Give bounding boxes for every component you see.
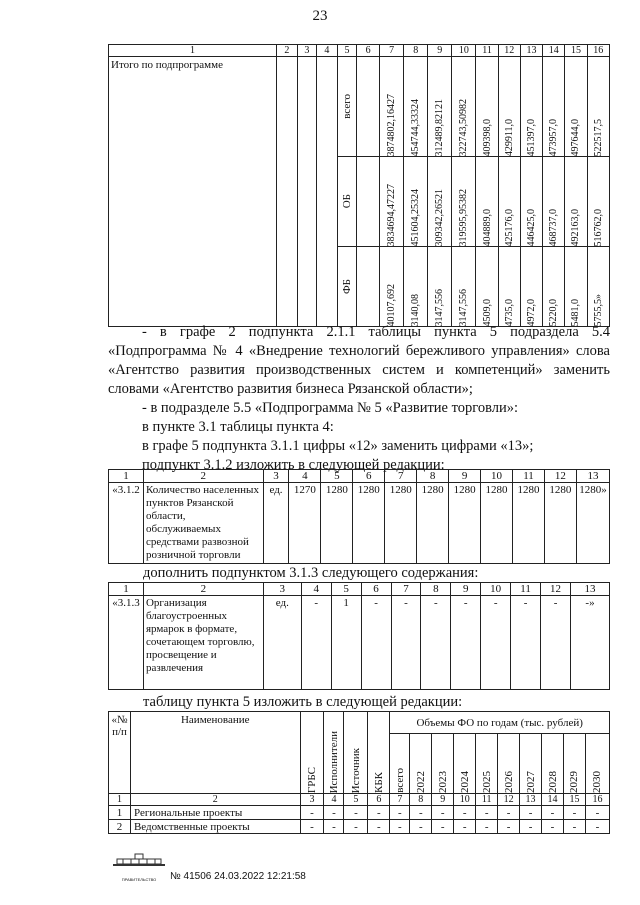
col-header-7: 7: [391, 583, 421, 596]
value-cell: [498, 57, 520, 157]
value-cell: [428, 247, 452, 327]
item-description: Количество населенных пунктов Рязанской области, обслуживаемых средствами развозной розничной торговли: [143, 483, 263, 564]
value-cell: [452, 247, 476, 327]
col-number-3: 3: [300, 794, 324, 806]
row-number: 1: [109, 806, 131, 820]
value-text: 3147,556: [434, 288, 446, 326]
item-cell: 1280: [481, 483, 513, 564]
table-row: [109, 820, 610, 834]
col-number-6: 6: [368, 794, 390, 806]
subrow-label: всего: [341, 94, 354, 119]
value-cell: [428, 57, 452, 157]
value-cell: [543, 57, 565, 157]
col-header-12: 12: [541, 583, 571, 596]
year-text: 2028: [546, 771, 559, 793]
value-text: 3140,08: [410, 293, 422, 326]
value-cell: [452, 57, 476, 157]
value-cell: [498, 247, 520, 327]
value-text: 309342,26521: [434, 188, 446, 246]
government-logo: [111, 852, 167, 882]
dash-cell: -: [520, 806, 542, 820]
value-text: 451604,25324: [410, 188, 422, 246]
value-text: 492163,0: [570, 208, 582, 246]
value-text: 425176,0: [503, 208, 515, 246]
col-header-10: 10: [481, 470, 513, 483]
col-header-3: 3: [263, 583, 301, 596]
year-header: [520, 734, 542, 794]
dash-cell: -: [390, 806, 410, 820]
header-row: [109, 470, 610, 483]
row-name: Ведомственные проекты: [130, 820, 300, 834]
dash-cell: -: [344, 820, 368, 834]
dash-cell: -: [542, 806, 564, 820]
dash-cell: -: [368, 806, 390, 820]
logo-caption: ПРАВИТЕЛЬСТВО: [121, 877, 157, 882]
dash-cell: -: [454, 806, 476, 820]
col-header-7: 7: [385, 470, 417, 483]
value-cell: [543, 247, 565, 327]
value-text: 454744,33324: [410, 98, 422, 156]
year-header: [563, 734, 585, 794]
col-header-13: 13: [576, 470, 609, 483]
value-text: 5220,0: [548, 298, 560, 326]
dash-cell: -: [410, 820, 432, 834]
dash-cell: -: [432, 820, 454, 834]
item-cell: -: [421, 596, 451, 690]
amendment-paragraph-cont2: «Агентство развития производственных систем и компетенций» заменить: [108, 362, 610, 378]
value-cell: [404, 57, 428, 157]
year-text: 2030: [591, 771, 604, 793]
value-text: 5755,5»: [592, 293, 604, 326]
header-volume-group: Объемы ФО по годам (тыс. рублей): [390, 712, 610, 734]
subsection-paragraph: - в подразделе 5.5 «Подпрограмма № 5 «Развитие торговли»:: [142, 400, 519, 416]
header-row: [109, 583, 610, 596]
value-text: 4735,0: [503, 298, 515, 326]
value-cell: [476, 157, 498, 247]
value-cell: [476, 247, 498, 327]
subclause-paragraph: подпункт 3.1.2 изложить в следующей редакции:: [142, 457, 445, 473]
value-cell: [380, 157, 404, 247]
col-header-1: 1: [109, 583, 144, 596]
value-text: 40107,692: [386, 283, 398, 326]
year-text: 2027: [524, 771, 537, 793]
empty-cell: [316, 57, 337, 327]
building-icon: [111, 852, 167, 872]
subrow-label-cell: [337, 57, 357, 157]
col-number-7: 7: [390, 794, 410, 806]
col-header-6: 6: [353, 470, 385, 483]
year-header: [585, 734, 609, 794]
header-name: Наименование: [130, 712, 300, 794]
col-header-10: 10: [452, 45, 476, 57]
subrow-label: ФБ: [341, 278, 354, 294]
value-text: 497644,0: [570, 118, 582, 156]
year-text: 2026: [502, 771, 515, 793]
dash-cell: -: [454, 820, 476, 834]
subprogram-total-table: [108, 44, 610, 327]
year-header: [432, 734, 454, 794]
item-cell: -»: [570, 596, 609, 690]
dash-cell: -: [390, 820, 410, 834]
value-text: 522517,5: [592, 118, 604, 156]
dash-cell: -: [585, 806, 609, 820]
col-number-5: 5: [344, 794, 368, 806]
table-row: [109, 806, 610, 820]
dash-cell: -: [300, 806, 324, 820]
empty-cell: [357, 247, 380, 327]
item-cell: ед.: [263, 596, 301, 690]
col-header-2: 2: [143, 470, 263, 483]
item-cell: «3.1.2: [109, 483, 144, 564]
col-header-7: 7: [380, 45, 404, 57]
clause-paragraph: в пункте 3.1 таблицы пункта 4:: [142, 419, 334, 435]
item-cell: -: [511, 596, 541, 690]
table5-intro-text: таблицу пункта 5 изложить в следующей редакции:: [143, 694, 463, 710]
dash-cell: -: [344, 806, 368, 820]
year-header: [454, 734, 476, 794]
col-number-9: 9: [432, 794, 454, 806]
item-cell: 1270: [289, 483, 321, 564]
value-cell: [428, 157, 452, 247]
amendment-text-block: [108, 323, 610, 475]
amendment-paragraph: - в графе 2 подпункта 2.1.1 таблицы пункта 5 подраздела 5.4: [142, 324, 610, 340]
item-cell: 1280: [544, 483, 576, 564]
year-header: [410, 734, 432, 794]
col-number-13: 13: [520, 794, 542, 806]
year-text: 2025: [480, 771, 493, 793]
value-text: 322743,50982: [458, 98, 470, 156]
col-header-6: 6: [361, 583, 391, 596]
year-text: 2022: [414, 771, 427, 793]
dash-cell: -: [542, 820, 564, 834]
col-header-13: 13: [570, 583, 609, 596]
col-header-3: 3: [263, 470, 289, 483]
item-cell: 1280»: [576, 483, 609, 564]
col-header-13: 13: [520, 45, 542, 57]
col-header-8: 8: [417, 470, 449, 483]
item-cell: 1280: [385, 483, 417, 564]
value-cell: [587, 247, 609, 327]
value-cell: [565, 57, 587, 157]
amendment-paragraph-cont: «Подпрограмма № 4 «Внедрение технологий бережливого управления» слова: [108, 343, 610, 359]
subrow-label: ОБ: [341, 194, 354, 209]
col-number-8: 8: [410, 794, 432, 806]
row-name: Региональные проекты: [130, 806, 300, 820]
value-text: 5481,0: [570, 298, 582, 326]
col-header-1: 1: [109, 470, 144, 483]
dash-cell: -: [498, 806, 520, 820]
col-header-9: 9: [428, 45, 452, 57]
col-header-1: 1: [109, 45, 277, 57]
value-cell: [565, 157, 587, 247]
table-row: [109, 483, 610, 564]
value-cell: [520, 157, 542, 247]
col-header-8: 8: [421, 583, 451, 596]
dash-cell: -: [520, 820, 542, 834]
item-cell: 1280: [321, 483, 353, 564]
page-number: 23: [312, 8, 328, 24]
value-text: 446425,0: [526, 208, 537, 246]
col-header-16: 16: [587, 45, 609, 57]
item-cell: -: [391, 596, 421, 690]
dash-cell: -: [300, 820, 324, 834]
col-header-11: 11: [513, 470, 545, 483]
value-cell: [520, 247, 542, 327]
header-source: Источник: [344, 712, 368, 794]
dash-cell: -: [563, 806, 585, 820]
empty-cell: [276, 57, 297, 327]
year-header: [390, 734, 410, 794]
item-cell: -: [481, 596, 511, 690]
value-cell: [476, 57, 498, 157]
item-cell: -: [451, 596, 481, 690]
year-text: 2023: [436, 771, 449, 793]
value-text: 3834694,47227: [386, 183, 398, 246]
item-cell: «3.1.3: [109, 596, 144, 690]
col-header-6: 6: [357, 45, 380, 57]
col-header-4: 4: [301, 583, 331, 596]
empty-cell: [297, 57, 316, 327]
value-text: 473957,0: [548, 118, 560, 156]
col-header-8: 8: [404, 45, 428, 57]
value-cell: [587, 57, 609, 157]
year-header: [476, 734, 498, 794]
col-header-4: 4: [316, 45, 337, 57]
year-header: [498, 734, 520, 794]
document-stamp: № 41506 24.03.2022 12:21:58: [170, 871, 306, 882]
col-header-2: 2: [276, 45, 297, 57]
subrow-label-cell: [337, 157, 357, 247]
item-cell: 1: [331, 596, 361, 690]
year-text: всего: [393, 768, 406, 793]
value-cell: [404, 247, 428, 327]
col-number-1: 1: [109, 794, 131, 806]
col-header-5: 5: [321, 470, 353, 483]
col-number-15: 15: [563, 794, 585, 806]
value-text: 404889,0: [481, 208, 493, 246]
year-text: 2024: [458, 771, 471, 793]
add-subclause-text: дополнить подпунктом 3.1.3 следующего содержания:: [143, 565, 479, 581]
amendment-paragraph-end: словами «Агентство развития бизнеса Рязанской области»;: [108, 381, 473, 397]
item-cell: -: [361, 596, 391, 690]
header-grbs: ГРБС: [300, 712, 324, 794]
dash-cell: -: [563, 820, 585, 834]
dash-cell: -: [368, 820, 390, 834]
col-number-10: 10: [454, 794, 476, 806]
value-text: 319595,95382: [458, 188, 470, 246]
item-cell: 1280: [449, 483, 481, 564]
row-label: Итого по подпрограмме: [109, 57, 277, 327]
year-header: [542, 734, 564, 794]
col-header-15: 15: [565, 45, 587, 57]
value-text: 409398,0: [481, 118, 493, 156]
value-text: 468737,0: [548, 208, 560, 246]
subclause-313-table: [108, 582, 610, 690]
value-cell: [404, 157, 428, 247]
value-cell: [498, 157, 520, 247]
value-cell: [380, 247, 404, 327]
col-header-9: 9: [449, 470, 481, 483]
col-header-11: 11: [476, 45, 498, 57]
digit-replace-paragraph: в графе 5 подпункта 3.1.1 цифры «12» заменить цифрами «13»;: [142, 438, 534, 454]
dash-cell: -: [324, 820, 344, 834]
item-cell: -: [301, 596, 331, 690]
col-header-10: 10: [481, 583, 511, 596]
value-cell: [543, 157, 565, 247]
item-cell: -: [541, 596, 571, 690]
year-text: 2029: [568, 771, 581, 793]
value-text: 4972,0: [526, 298, 537, 326]
value-text: 3874802,16427: [386, 93, 398, 156]
col-header-9: 9: [451, 583, 481, 596]
item-cell: ед.: [263, 483, 289, 564]
value-text: 429911,0: [503, 118, 515, 156]
value-text: 3147,556: [458, 288, 470, 326]
item-description: Организация благоустроенных ярмарок в формате, сочетающем торговлю, просвещение и развлечения: [143, 596, 263, 690]
value-cell: [565, 247, 587, 327]
dash-cell: -: [324, 806, 344, 820]
table-row: [109, 57, 610, 157]
row-number: 2: [109, 820, 131, 834]
col-header-5: 5: [331, 583, 361, 596]
item-cell: 1280: [513, 483, 545, 564]
value-cell: [520, 57, 542, 157]
value-cell: [587, 157, 609, 247]
value-cell: [452, 157, 476, 247]
col-header-12: 12: [544, 470, 576, 483]
dash-cell: -: [498, 820, 520, 834]
dash-cell: -: [432, 806, 454, 820]
item-cell: 1280: [353, 483, 385, 564]
col-number-4: 4: [324, 794, 344, 806]
col-header-14: 14: [543, 45, 565, 57]
empty-cell: [357, 57, 380, 157]
col-number-16: 16: [585, 794, 609, 806]
col-number-11: 11: [476, 794, 498, 806]
col-header-11: 11: [511, 583, 541, 596]
header-kbk: КБК: [368, 712, 390, 794]
col-number-2: 2: [130, 794, 300, 806]
clause5-table: [108, 711, 610, 834]
dash-cell: -: [410, 806, 432, 820]
col-header-12: 12: [498, 45, 520, 57]
empty-cell: [357, 157, 380, 247]
col-header-5: 5: [337, 45, 357, 57]
item-cell: 1280: [417, 483, 449, 564]
value-text: 451397,0: [526, 118, 537, 156]
value-cell: [380, 57, 404, 157]
col-number-14: 14: [542, 794, 564, 806]
col-header-4: 4: [289, 470, 321, 483]
col-header-2: 2: [143, 583, 263, 596]
header-number: «№ п/п: [109, 712, 131, 794]
subclause-312-table: [108, 469, 610, 564]
table-row: [109, 596, 610, 690]
header-executors: Исполнители: [324, 712, 344, 794]
col-number-12: 12: [498, 794, 520, 806]
value-text: 4509,0: [481, 298, 493, 326]
dash-cell: -: [585, 820, 609, 834]
dash-cell: -: [476, 806, 498, 820]
subrow-label-cell: [337, 247, 357, 327]
value-text: 312489,82121: [434, 98, 446, 156]
dash-cell: -: [476, 820, 498, 834]
col-header-3: 3: [297, 45, 316, 57]
value-text: 516762,0: [592, 208, 604, 246]
